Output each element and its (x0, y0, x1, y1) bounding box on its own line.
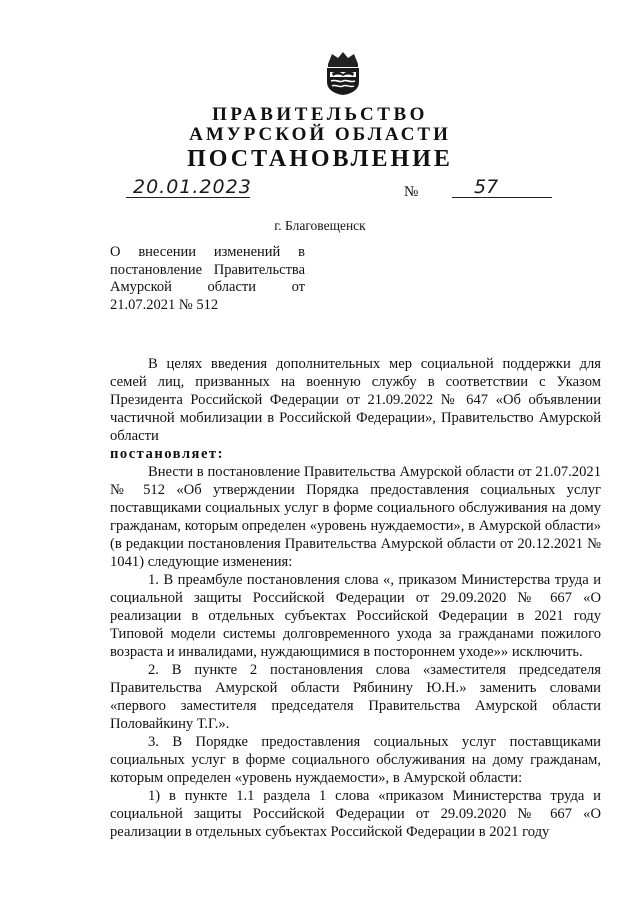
document-number: 57 (474, 176, 499, 198)
number-sign: № (404, 184, 419, 200)
paragraph-1: 1. В преамбуле постановления слова «, приказом Министерства труда и социальной защиты Российской Федерации от 29.09.2020 № 667 «О реализации в отдельных субъектах Российской Федерации в 2021 году Типовой модели системы долговременного ухода за гражданами пожилого возраста и инвалидами, нуждающимися в постороннем уходе»» исключить. (110, 572, 601, 660)
city-label: г. Благовещенск (274, 218, 366, 233)
subject-line: О внесении изменений в (110, 244, 305, 260)
paragraph-3-1: 1) в пункте 1.1 раздела 1 слова «приказом Министерства труда и социальной защиты Российской Федерации от 29.09.2020 № 667 «О реализации в отдельных субъектах Российской Федерации в 2021 году (110, 788, 601, 840)
paragraph-3: 3. В Порядке предоставления социальных услуг поставщиками социальных услуг в форме социального обслуживания на дому гражданам, которым определен «уровень нуждаемости», в Амурской области: (110, 734, 601, 786)
subject-line: постановление Правительства (110, 261, 305, 278)
document-body (110, 355, 601, 841)
main-paragraph: Внести в постановление Правительства Амурской области от 21.07.2021 № 512 «Об утверждении Порядка предоставления социальных услуг поставщиками социальных услуг в форме социального обслуживания на дому гражданам, которым определен «уровень нуждаемости», в Амурской области» (в редакции постановления Правительства Амурской области от 20.12.2021 № 1041) следующие изменения: (110, 464, 601, 570)
amur-oblast-coat-of-arms-icon (323, 50, 363, 96)
document-date: 20.01.2023 (133, 176, 252, 198)
paragraph-2: 2. В пункте 2 постановления слова «заместителя председателя Правительства Амурской области Рябинину Ю.Н.» заменить словами «первого заместителя председателя Правительства Амурской области Половайкину Т.Г.». (110, 662, 601, 732)
subject-line: Амурской области от (110, 279, 305, 295)
government-title-line2: АМУРСКОЙ ОБЛАСТИ (189, 124, 451, 145)
preamble-paragraph: В целях введения дополнительных мер социальной поддержки для семей лиц, призванных на военную службу в соответствии с Указом Президента Российской Федерации от 21.09.2022 № 647 «Об объявлении частичной мобилизации в Российской Федерации», Правительство Амурской области (110, 356, 601, 444)
government-title-line1: ПРАВИТЕЛЬСТВО (212, 104, 428, 125)
document-type-title: ПОСТАНОВЛЕНИЕ (187, 146, 453, 172)
number-underline (452, 197, 552, 198)
subject-line: 21.07.2021 № 512 (110, 296, 219, 313)
date-underline (126, 197, 250, 198)
document-subject (110, 244, 305, 314)
postanovlyaet-heading: постановляет: (110, 446, 224, 462)
